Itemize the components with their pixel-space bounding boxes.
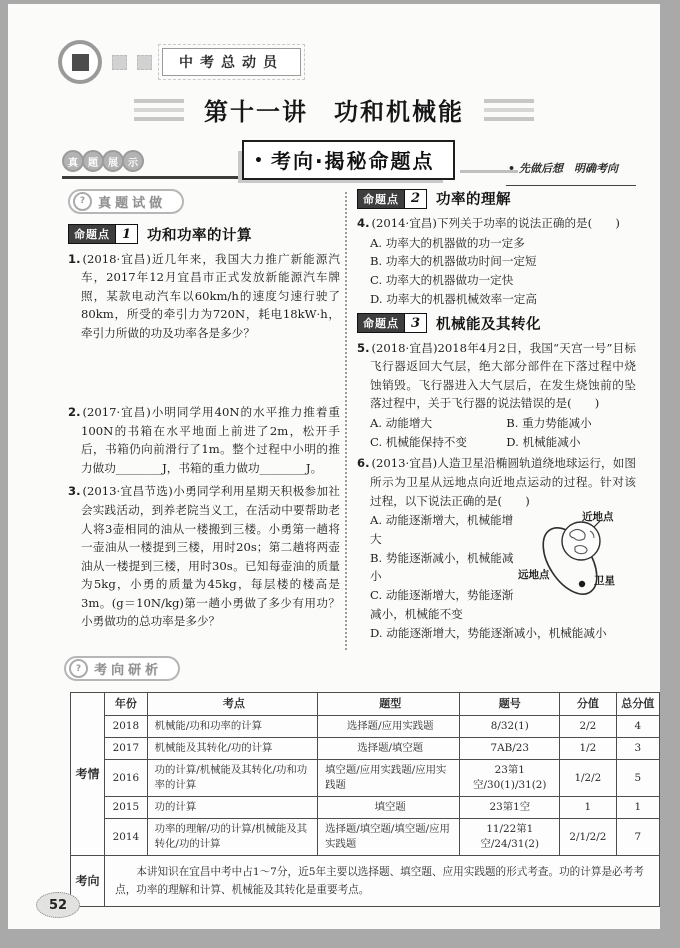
cell-total: 3 [616, 738, 659, 760]
answer-space [68, 347, 340, 403]
topic-badge [357, 313, 427, 333]
q6-options-block [357, 511, 636, 642]
topic-2-title: 功率的理解 [436, 192, 512, 208]
decorative-lines-left [134, 99, 184, 121]
cell-tihao: 23第1空 [460, 797, 560, 819]
q5-option-a: A. 动能增大 [370, 415, 433, 430]
left-column [68, 188, 340, 636]
lightbulb-icon: ? [73, 192, 92, 211]
col-header-kaodian: 考点 [147, 693, 317, 716]
q4-option-a: A. 功率大的机器做的功一定多 [370, 235, 525, 250]
q6-option-d: D. 动能逐渐增大，势能逐渐减小，机械能减小 [370, 625, 607, 640]
cell-kaodian: 功率的理解/功的计算/机械能及其转化/功的计算 [147, 819, 317, 856]
decorative-lines-right [484, 99, 534, 121]
question-number: 2. [68, 405, 81, 420]
cell-fenzhi: 1 [560, 797, 616, 819]
cell-year: 2015 [105, 797, 148, 819]
table-header-row [71, 693, 660, 716]
col-header-year: 年份 [105, 693, 148, 716]
cell-tixing: 选择题/填空题 [318, 738, 460, 760]
series-title: 中考总动员 [162, 48, 301, 76]
topic-badge [357, 189, 427, 209]
side-badge-char: 题 [82, 150, 104, 172]
table-row [71, 819, 660, 856]
topic-badge-number: 1 [115, 225, 137, 243]
zhenti-badge [68, 189, 184, 214]
banner-tagline [508, 160, 618, 176]
question-stem: (2018·宜昌)2018年4月2日，我国“天宫一号”目标飞行器返回大气层，绝大部分部件在下落过程中烧蚀销毁。飞行器进入大气层后，在发生烧蚀前的坠落过程中，关于飞行器的说法错误的是( ) [370, 340, 636, 411]
lightbulb-icon: ? [69, 659, 88, 678]
cell-fenzhi: 2/2 [560, 715, 616, 737]
question-number: 4. [357, 216, 370, 230]
topic-badge-name: 命题点 [69, 225, 115, 243]
question-number: 3. [68, 484, 81, 499]
q6-option-b: B. 势能逐渐减小，机械能减小 [370, 550, 514, 584]
question-stem: (2014·宜昌)下列关于功率的说法正确的是( ) [371, 216, 620, 230]
satellite-orbit-figure [518, 511, 636, 605]
q4-option-c: C. 功率大的机器做功一定快 [370, 273, 514, 288]
question-number: 1. [68, 251, 81, 266]
kaoyan-badge-label: 考向研析 [94, 663, 163, 678]
q5-option-b: B. 重力势能减小 [506, 415, 592, 430]
cell-kaodian: 功的计算 [147, 797, 317, 819]
question-number: 6. [357, 456, 370, 471]
kaoqing-label: 考情 [71, 693, 105, 856]
question-text: (2013·宜昌节选)小勇同学利用星期天积极参加社会实践活动，到养老院当义工，在活动中要帮助老人将3壶相同的油从一楼搬到三楼。小勇第一趟将一壶油从一楼提到三楼，用时20s；第二趟将两壶油从一楼提到三楼，用时30s。已知每壶油的质量为5kg，小勇的质量为45kg，每层楼的楼高是3m。(g＝10N/kg)第一趟小勇做了多少有用功？小勇做功的总功率是多少？ [81, 484, 340, 629]
question-number: 5. [357, 340, 370, 355]
topic-badge [68, 224, 138, 244]
cell-year: 2014 [105, 819, 148, 856]
table-row [71, 738, 660, 760]
cell-tihao: 7AB/23 [460, 738, 560, 760]
topic-1-title: 功和功率的计算 [147, 227, 253, 244]
kaoxiang-summary: 本讲知识在宜昌中考中占1～7分，近5年主要以选择题、填空题、应用实践题的形式考查。功的计算是必考考点，功率的理解和计算、机械能及其转化是重要考点。 [105, 856, 660, 907]
rule-line [506, 185, 636, 186]
column-divider [345, 192, 347, 650]
topic-badge-name: 命题点 [358, 314, 404, 332]
cell-tihao: 23第1空/30(1)/31(2) [460, 760, 560, 797]
cell-kaodian: 机械能及其转化/功的计算 [147, 738, 317, 760]
decorative-square [112, 55, 127, 70]
decorative-square [137, 55, 152, 70]
question-text: (2017·宜昌)小明同学用40N的水平推力推着重100N的书箱在水平地面上前进了2m，松开手后，书箱仍向前滑行了1m。整个过程中小明的推力做功________J，书箱的重力做功________J。 [81, 405, 340, 475]
bullet-icon: • [254, 153, 265, 169]
question-5 [357, 339, 636, 413]
cell-tixing: 填空题 [318, 797, 460, 819]
table-row [71, 715, 660, 737]
cell-total: 1 [616, 797, 659, 819]
topic-1-heading [68, 224, 340, 245]
bullet-icon: • [508, 162, 516, 175]
question-3 [68, 482, 340, 630]
cell-fenzhi: 2/1/2/2 [560, 819, 616, 856]
banner-title-box [242, 140, 455, 180]
col-header-total: 总分值 [616, 693, 659, 716]
topic-3-title: 机械能及其转化 [436, 316, 542, 333]
satellite-label: 卫星 [594, 575, 615, 588]
question-6 [357, 454, 636, 510]
col-header-tixing: 题型 [318, 693, 460, 716]
exam-analysis-table [70, 692, 660, 907]
cell-tihao: 11/22第1空/24/31(2) [460, 819, 560, 856]
cell-year: 2017 [105, 738, 148, 760]
topic-badge-number: 3 [404, 314, 426, 332]
topic-badge-name: 命题点 [358, 190, 404, 208]
table-footer-row [71, 856, 660, 907]
question-stem: (2013·宜昌)人造卫星沿椭圆轨道绕地球运行，如图所示为卫星从远地点向近地点运动的过程。针对该过程，以下说法正确的是( ) [370, 456, 636, 508]
topic-badge-number: 2 [404, 190, 426, 208]
banner-title: 考向·揭秘命题点 [270, 149, 435, 173]
cell-kaodian: 功的计算/机械能及其转化/功和功率的计算 [147, 760, 317, 797]
side-badge-char: 展 [102, 150, 124, 172]
brand-header [58, 40, 301, 84]
cell-tixing: 填空题/应用实践题/应用实践题 [318, 760, 460, 797]
tagline-text: 先做后想 明确考向 [519, 162, 619, 175]
perigee-label: 近地点 [582, 511, 614, 524]
q5-option-d: D. 机械能减小 [506, 434, 581, 449]
question-2 [68, 403, 340, 477]
table-row [71, 760, 660, 797]
lecture-title-row [8, 92, 660, 127]
question-text: (2018·宜昌)近几年来，我国大力推广新能源汽车，2017年12月宜昌市正式发放新能源汽车牌照，某款电动汽车以60km/h的速度匀速行驶了80km，所受的牵引力为720N，耗电18kW·h，牵引力所做的功及功率各是多少？ [81, 251, 340, 340]
col-header-fenzhi: 分值 [560, 693, 616, 716]
cell-kaodian: 机械能/功和功率的计算 [147, 715, 317, 737]
cell-fenzhi: 1/2 [560, 738, 616, 760]
q4-option-b: B. 功率大的机器做功时间一定短 [370, 254, 537, 269]
cell-year: 2016 [105, 760, 148, 797]
kaoxiang-label: 考向 [71, 856, 105, 907]
question-4 [357, 214, 636, 233]
q5-option-c: C. 机械能保持不变 [370, 434, 467, 449]
q6-option-c: C. 动能逐渐增大，势能逐渐减小，机械能不变 [370, 588, 514, 621]
table-row [71, 797, 660, 819]
topic-3-heading [357, 313, 636, 334]
cell-tixing: 选择题/填空题/填空题/应用实践题 [318, 819, 460, 856]
cell-tihao: 8/32(1) [460, 715, 560, 737]
orbit-diagram-icon [518, 511, 636, 605]
publisher-logo-icon [58, 40, 102, 84]
col-header-tihao: 题号 [460, 693, 560, 716]
kaoyan-badge [64, 656, 180, 681]
side-badge-char: 真 [62, 150, 84, 172]
side-badge-char: 示 [122, 150, 144, 172]
topic-2-heading [357, 188, 636, 209]
question-1 [68, 250, 340, 343]
lecture-title: 第十一讲 功和机械能 [204, 97, 464, 126]
cell-total: 7 [616, 819, 659, 856]
cell-fenzhi: 1/2/2 [560, 760, 616, 797]
scanned-page [8, 4, 660, 929]
page-number: 52 [36, 892, 80, 918]
zhenti-badge-label: 真题试做 [98, 195, 167, 211]
right-column [357, 188, 636, 643]
cell-year: 2018 [105, 715, 148, 737]
side-badge-zhentizhanshi [64, 150, 144, 172]
q6-option-a: A. 动能逐渐增大，机械能增大 [370, 513, 514, 546]
apogee-label: 远地点 [518, 569, 550, 582]
cell-total: 5 [616, 760, 659, 797]
q5-options [357, 414, 636, 452]
q4-option-d: D. 功率大的机器机械效率一定高 [370, 291, 537, 306]
rule-line [62, 176, 242, 179]
cell-total: 4 [616, 715, 659, 737]
cell-tixing: 选择题/应用实践题 [318, 715, 460, 737]
